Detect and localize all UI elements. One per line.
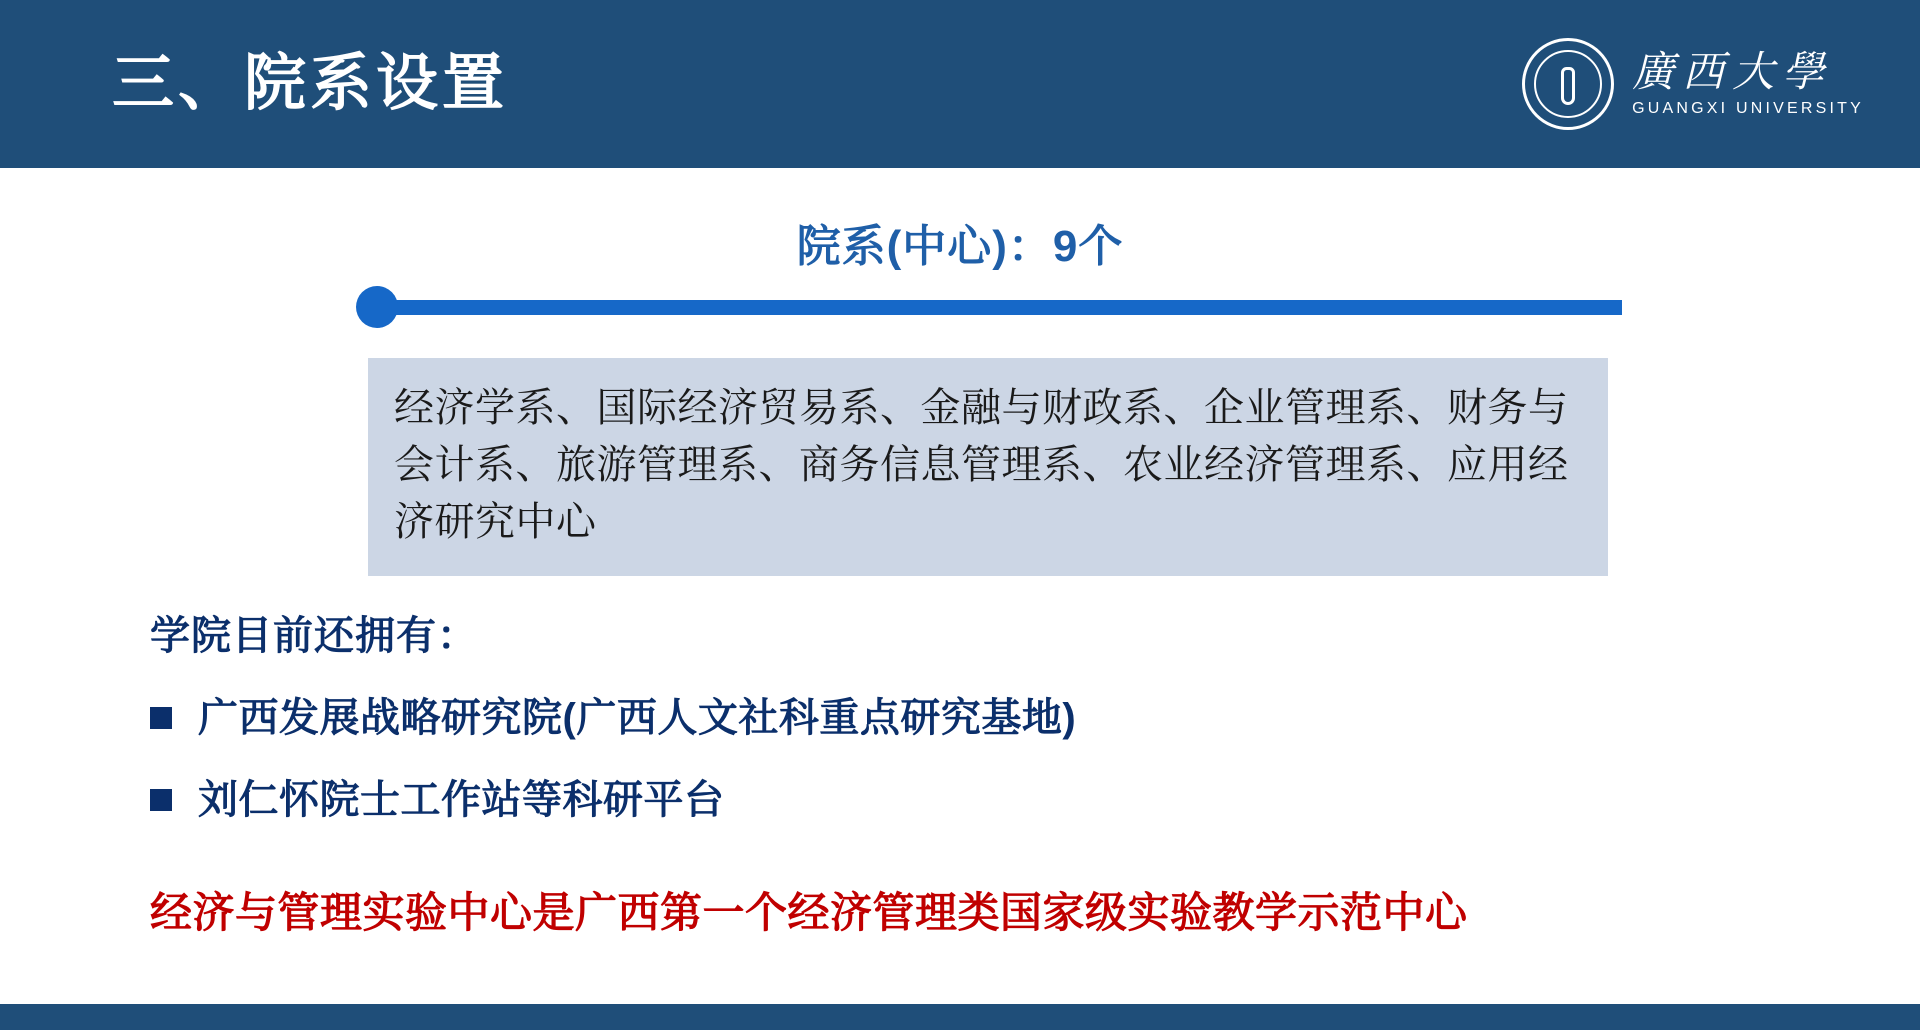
divider-line: [376, 300, 1622, 315]
bullet-list: [150, 694, 1750, 858]
footer-bar: [0, 1004, 1920, 1030]
sub-title: 学院目前还拥有：: [150, 614, 478, 658]
university-name-cn: 廣西大學: [1632, 46, 1833, 96]
list-item: [150, 694, 1750, 742]
bullet-square-icon: [150, 707, 172, 729]
section-heading: 院系(中心)：9个: [796, 222, 1124, 271]
divider-dot-icon: [356, 286, 398, 328]
university-logo: [1522, 38, 1864, 130]
university-seal-icon: [1522, 38, 1614, 130]
bullet-square-icon: [150, 789, 172, 811]
header-bar: [0, 0, 1920, 168]
list-item-label: 广西发展战略研究院(广西人文社科重点研究基地): [198, 696, 1077, 740]
university-name-en: GUANGXI UNIVERSITY: [1632, 100, 1864, 118]
highlight-note: 经济与管理实验中心是广西第一个经济管理类国家级实验教学示范中心: [150, 889, 1468, 936]
list-item: [150, 776, 1750, 824]
list-item-label: 刘仁怀院士工作站等科研平台: [198, 778, 725, 822]
page-title: 三、院系设置: [112, 49, 509, 118]
university-logo-text: [1632, 46, 1864, 118]
departments-box: 经济学系、国际经济贸易系、金融与财政系、企业管理系、财务与会计系、旅游管理系、商务信息管理系、农业经济管理系、应用经济研究中心: [368, 358, 1608, 576]
section-divider: [356, 286, 1622, 328]
